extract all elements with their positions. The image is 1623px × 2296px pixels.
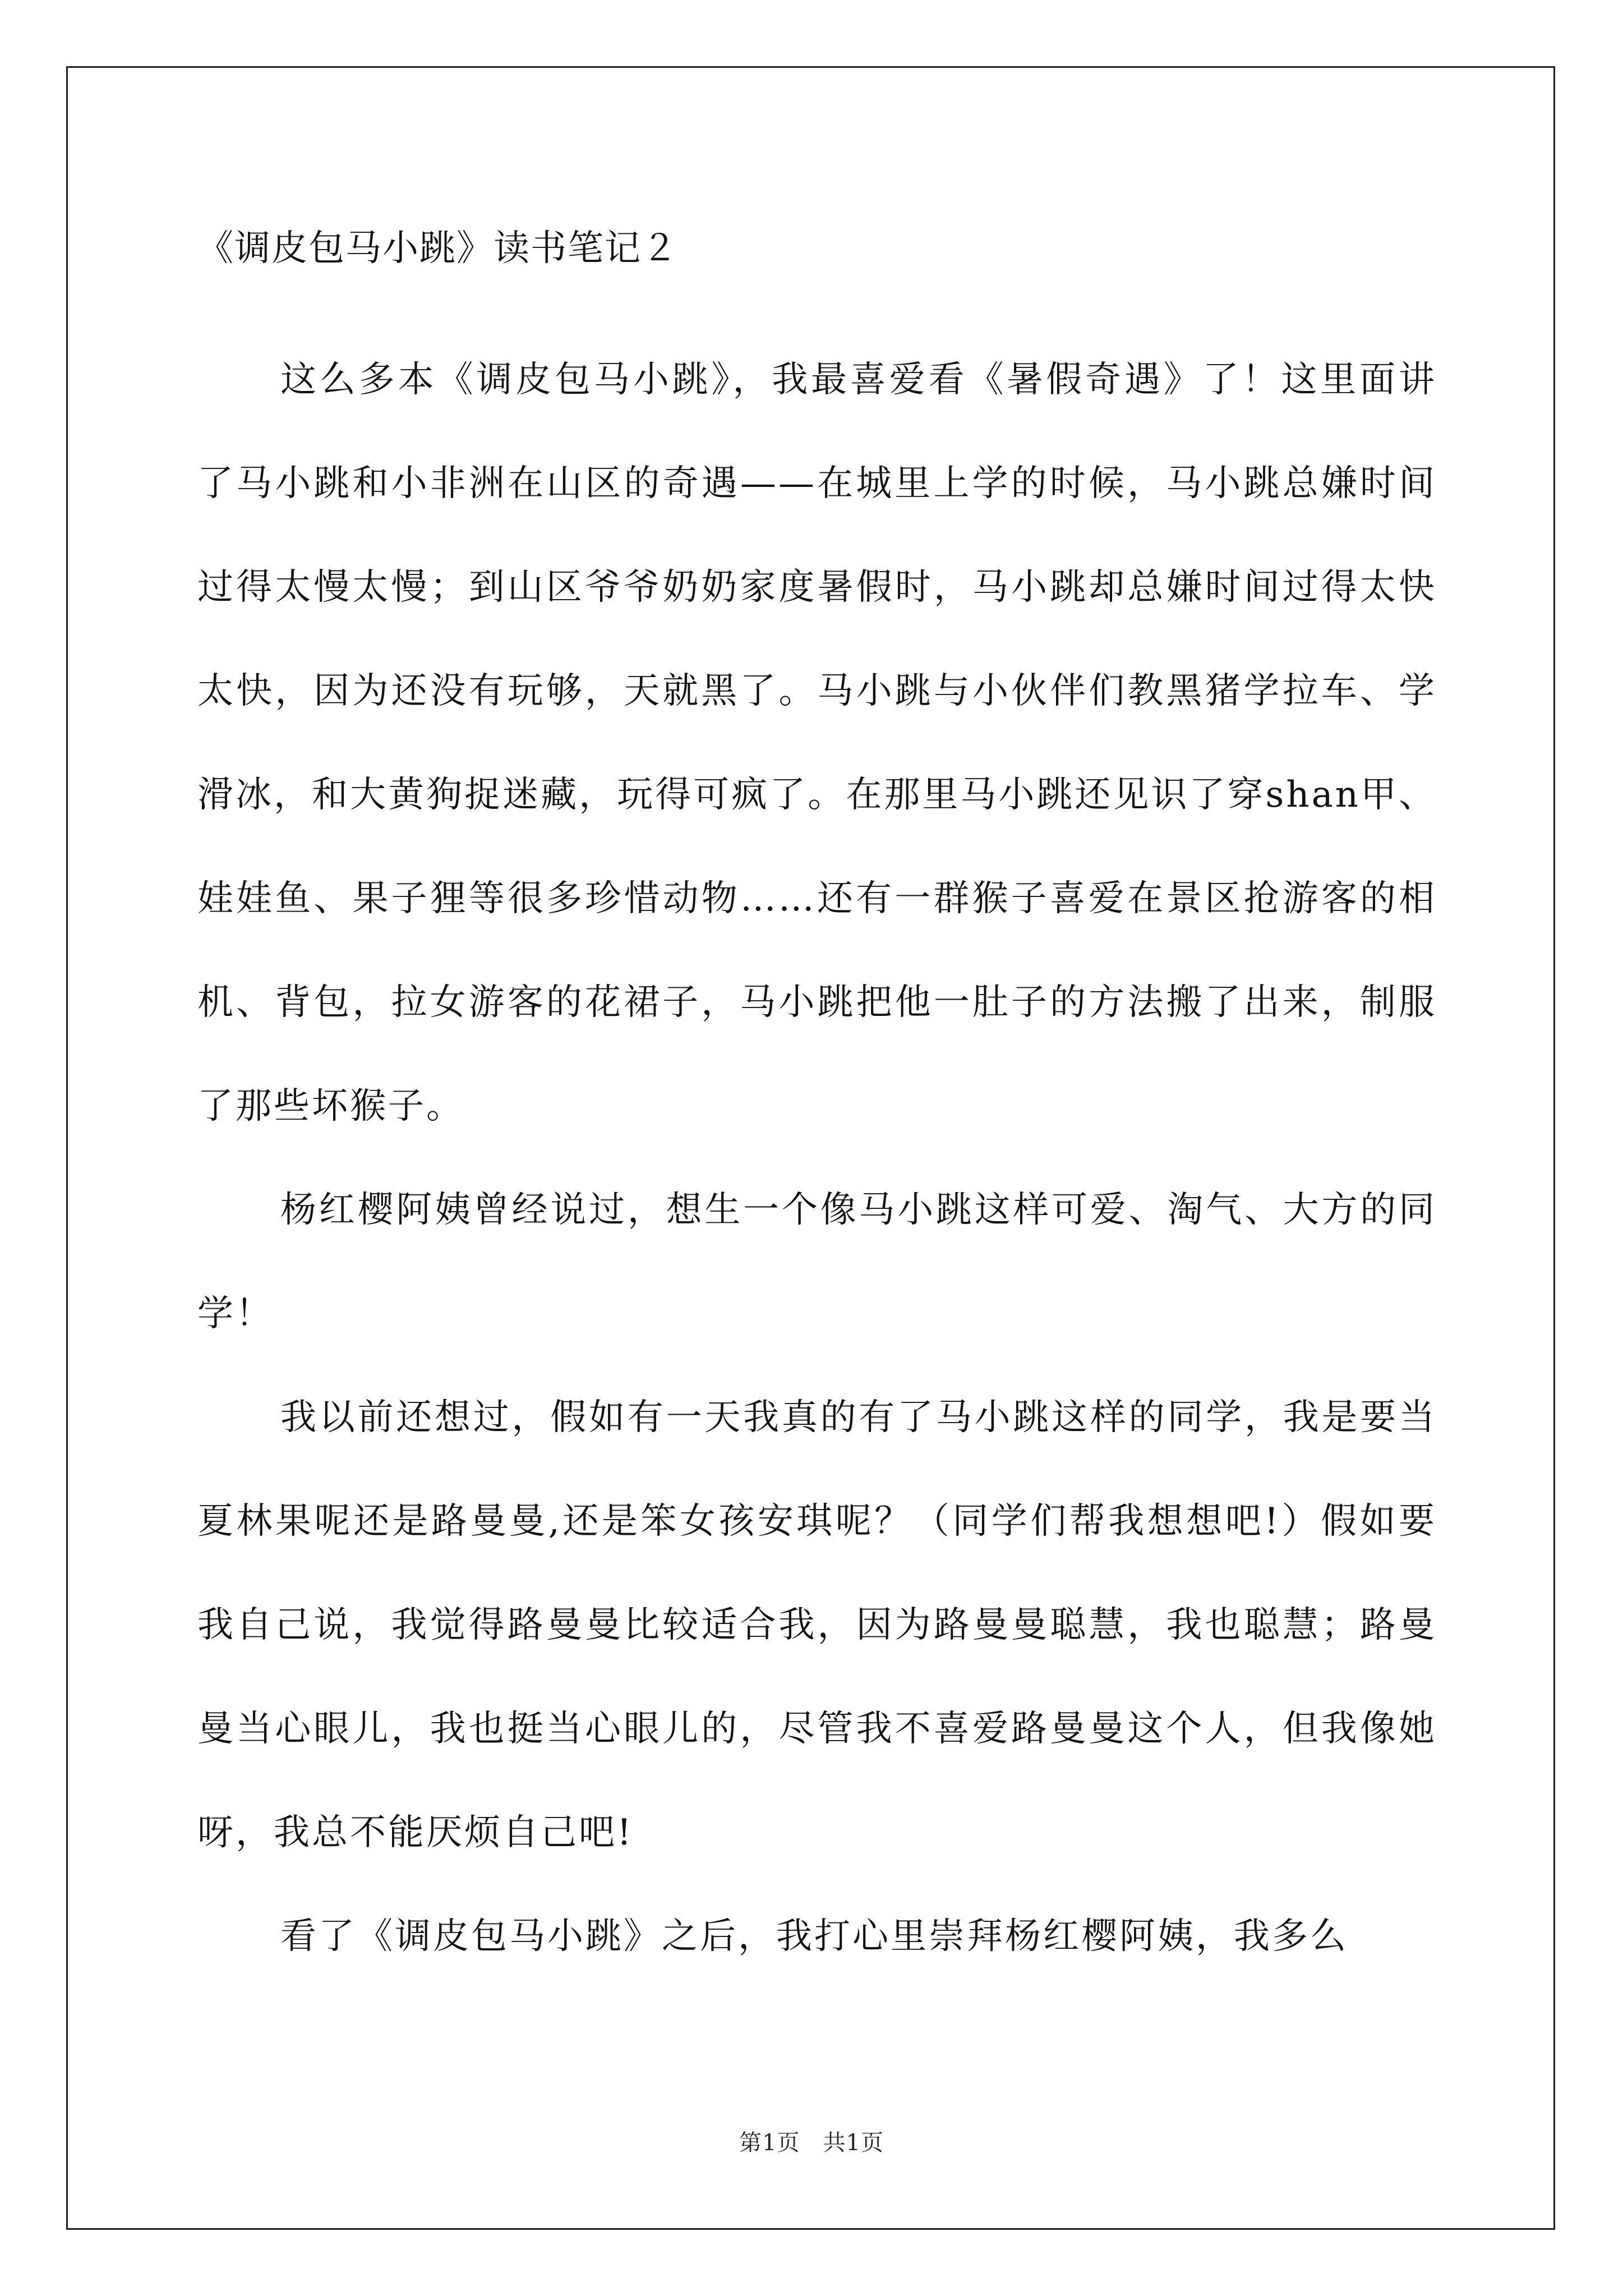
- page-number-footer: 第1页 共1页: [739, 2130, 884, 2156]
- paragraph-1: 这么多本《调皮包马小跳》，我最喜爱看《暑假奇遇》了！这里面讲了马小跳和小非洲在山区的奇遇——在城里上学的时候，马小跳总嫌时间过得太慢太慢；到山区爷爷奶奶家度暑假时，马小跳却总嫌时间过得太快太快，因为还没有玩够，天就黑了。马小跳与小伙伴们教黑猪学拉车、学滑冰，和大黄狗捉迷藏，玩得可疯了。在那里马小跳还见识了穿shan甲、娃娃鱼、果子狸等很多珍惜动物……还有一群猴子喜爱在景区抢游客的相机、背包，拉女游客的花裙子，马小跳把他一肚子的方法搬了出来，制服了那些坏猴子。: [197, 359, 1437, 1127]
- document-title: 《调皮包马小跳》读书笔记２: [197, 228, 679, 269]
- document-body: [197, 328, 1437, 1989]
- paragraph-2: 杨红樱阿姨曾经说过，想生一个像马小跳这样可爱、淘气、大方的同学！: [197, 1189, 1437, 1335]
- paragraph-4: 看了《调皮包马小跳》之后，我打心里崇拜杨红樱阿姨，我多么: [280, 1916, 1348, 1957]
- paragraph-3: 我以前还想过，假如有一天我真的有了马小跳这样的同学，我是要当夏林果呢还是路曼曼,还是笨女孩安琪呢？（同学们帮我想想吧!）假如要我自己说，我觉得路曼曼比较适合我，因为路曼曼聪慧，我也聪慧；路曼曼当心眼儿，我也挺当心眼儿的，尽管我不喜爱路曼曼这个人，但我像她呀，我总不能厌烦自己吧!: [197, 1397, 1437, 1853]
